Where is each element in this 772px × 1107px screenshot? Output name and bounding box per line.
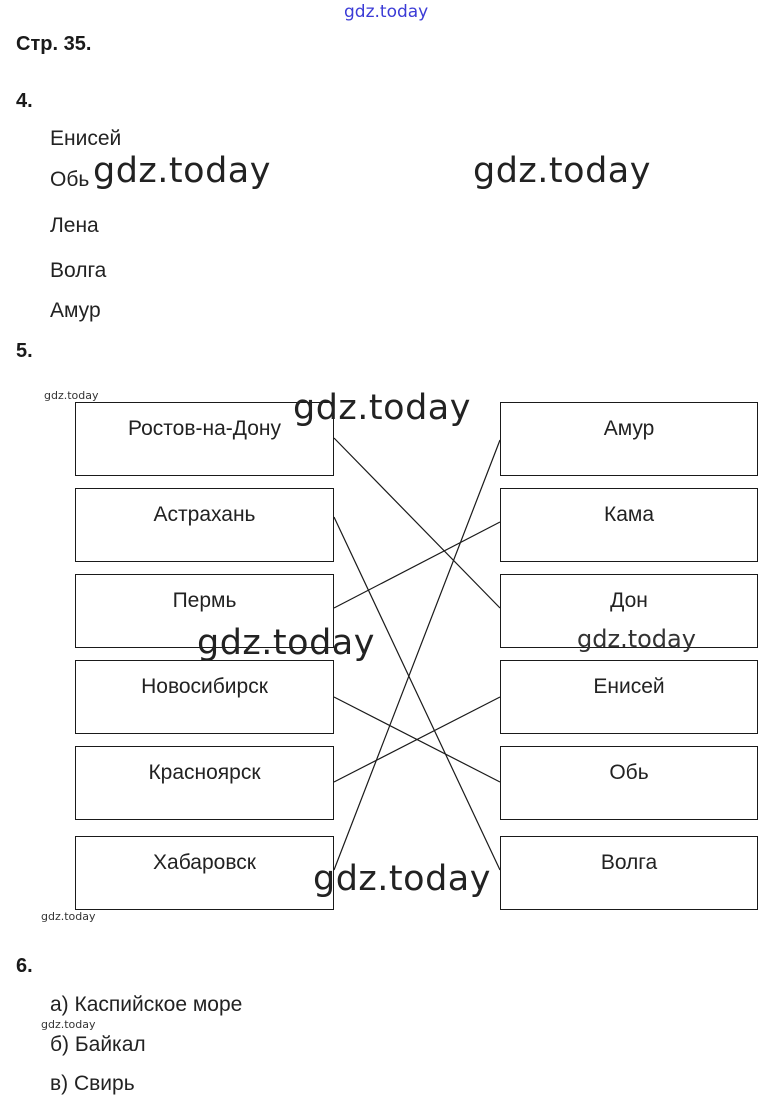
task6-answer-c: в) Свирь bbox=[50, 1072, 135, 1095]
task4-answer-2: Обь bbox=[50, 168, 90, 191]
match-line bbox=[334, 522, 500, 608]
task6-answer-b: б) Байкал bbox=[50, 1033, 146, 1056]
river-label: Кама bbox=[603, 503, 655, 526]
watermark-text: gdz.today bbox=[293, 388, 471, 428]
top-watermark: gdz.today bbox=[344, 2, 429, 22]
page-title: Стр. 35. bbox=[16, 33, 92, 55]
watermark-text: gdz.today bbox=[41, 1018, 96, 1031]
river-box bbox=[500, 402, 758, 476]
river-label: Обь bbox=[609, 761, 649, 784]
river-label: Енисей bbox=[593, 675, 665, 698]
city-label: Новосибирск bbox=[141, 675, 268, 698]
city-label: Хабаровск bbox=[153, 851, 256, 874]
river-box bbox=[500, 746, 758, 820]
city-box bbox=[75, 836, 334, 910]
city-box bbox=[75, 488, 334, 562]
river-box bbox=[500, 836, 758, 910]
city-box bbox=[75, 746, 334, 820]
river-label: Дон bbox=[610, 589, 648, 612]
watermark-text: gdz.today bbox=[577, 625, 696, 653]
city-label: Красноярск bbox=[148, 761, 261, 784]
match-line bbox=[334, 517, 500, 870]
watermark-text: gdz.today bbox=[44, 389, 99, 402]
watermark-text: gdz.today bbox=[93, 151, 271, 191]
task4-number: 4. bbox=[16, 90, 33, 112]
river-label: Волга bbox=[600, 851, 658, 874]
watermark-text: gdz.today bbox=[313, 859, 491, 899]
task4-answer-4: Волга bbox=[50, 259, 107, 282]
task5-number: 5. bbox=[16, 340, 33, 362]
watermark-text: gdz.today bbox=[197, 623, 375, 663]
city-label: Пермь bbox=[172, 589, 237, 612]
task6-number: 6. bbox=[16, 955, 33, 977]
river-box bbox=[500, 488, 758, 562]
river-label: Амур bbox=[603, 417, 655, 440]
river-box bbox=[500, 660, 758, 734]
city-label: Астрахань bbox=[153, 503, 256, 526]
task4-answer-1: Енисей bbox=[50, 127, 122, 150]
city-label: Ростов-на-Дону bbox=[128, 417, 281, 440]
match-line bbox=[334, 438, 500, 608]
task4-answer-3: Лена bbox=[50, 214, 99, 237]
task6-answer-a: а) Каспийское море bbox=[50, 993, 243, 1016]
watermark-text: gdz.today bbox=[473, 151, 651, 191]
watermark-text: gdz.today bbox=[41, 910, 96, 923]
task4-answer-5: Амур bbox=[50, 299, 101, 322]
city-box bbox=[75, 660, 334, 734]
